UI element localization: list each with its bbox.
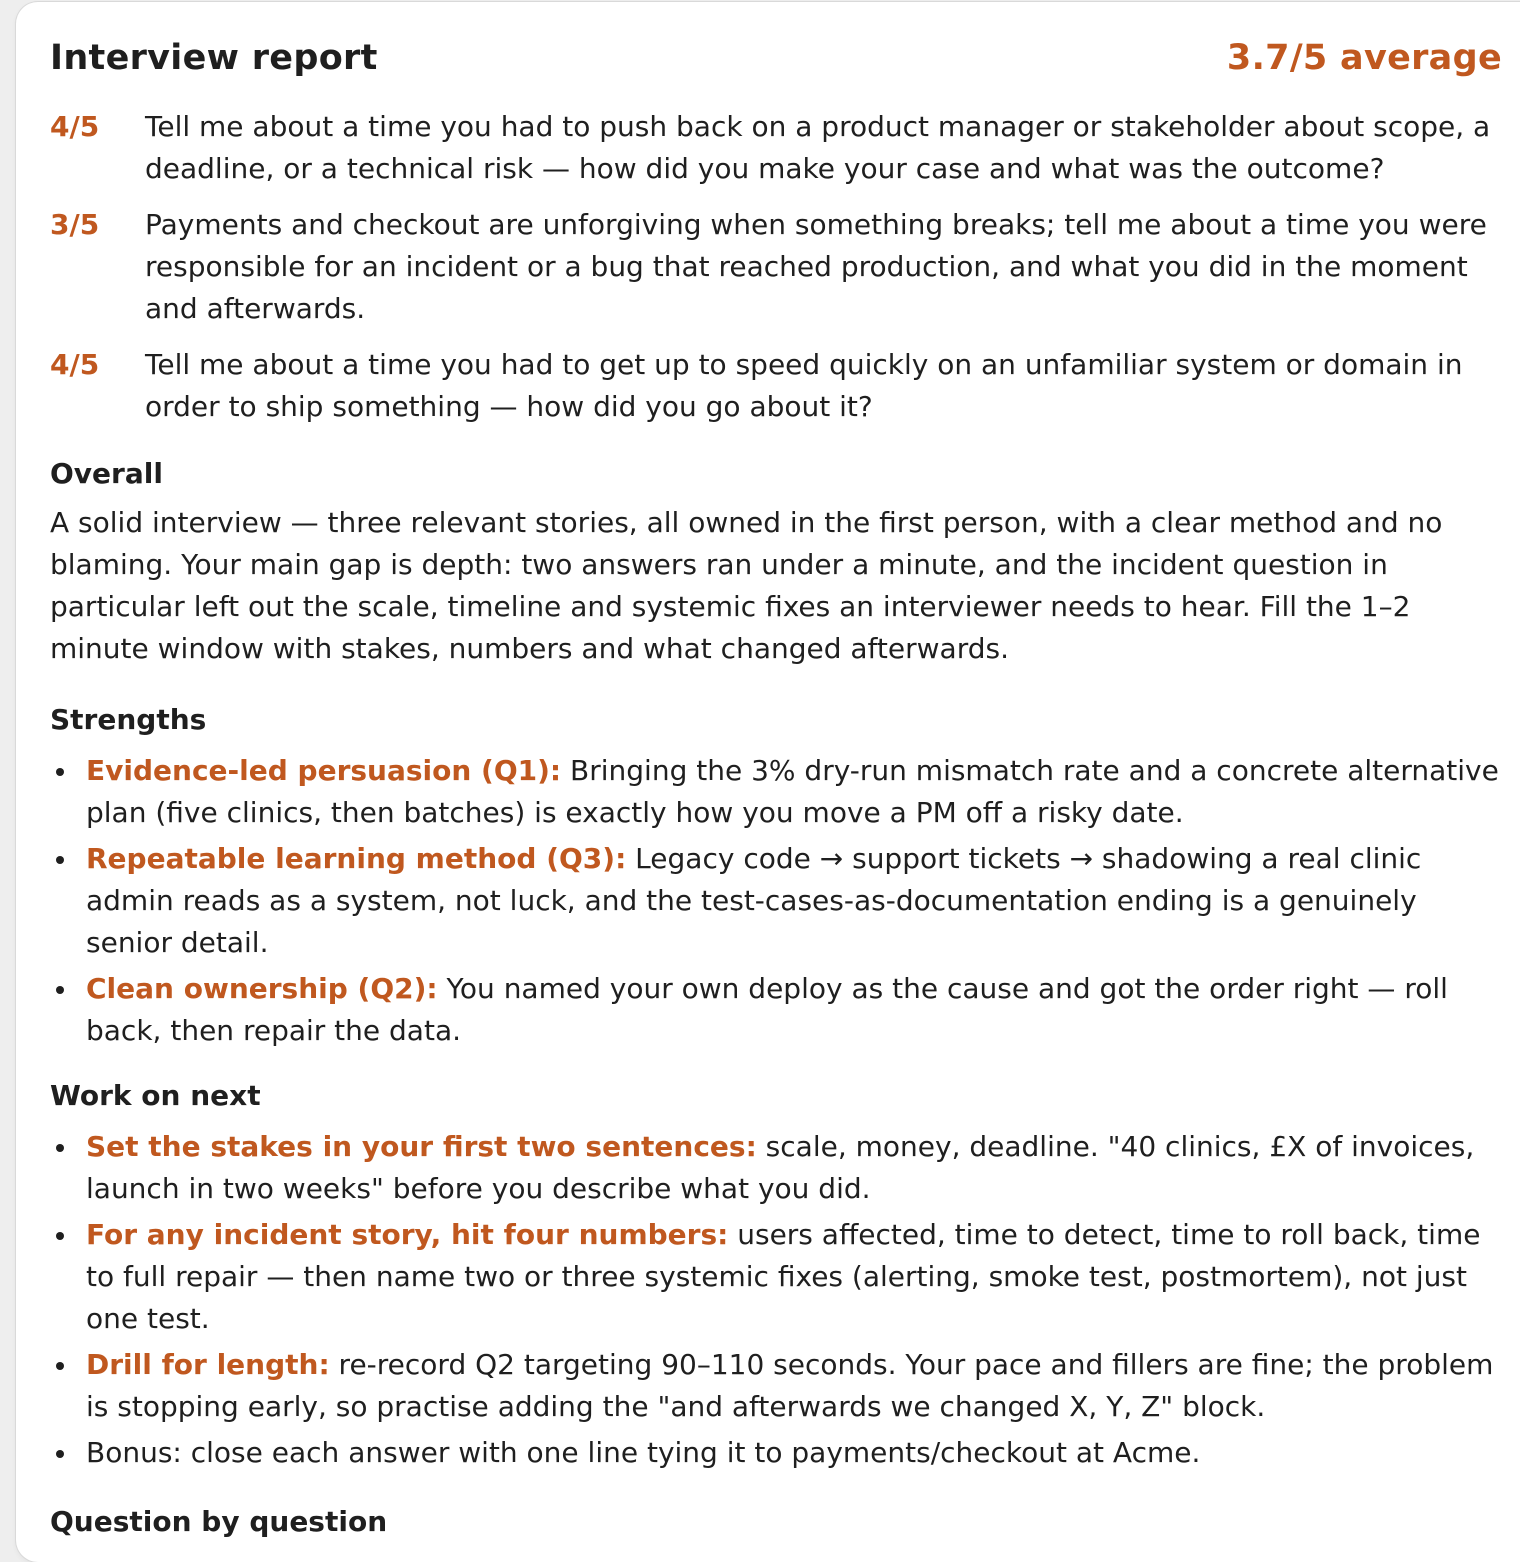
strengths-heading: Strengths bbox=[50, 703, 207, 736]
work-on-next-item bbox=[50, 1432, 1502, 1474]
strength-lead: Repeatable learning method (Q3): bbox=[86, 842, 627, 875]
work-on-next-item bbox=[50, 1214, 1502, 1340]
work-on-next-list bbox=[50, 1126, 1502, 1474]
strength-text: You named your own deploy as the cause and got the order right — roll back, then repair the data. bbox=[86, 972, 1448, 1047]
question-score: 4/5 bbox=[50, 110, 100, 143]
work-on-next-item bbox=[50, 1344, 1502, 1428]
report-header bbox=[50, 38, 1502, 86]
question-score: 3/5 bbox=[50, 208, 100, 241]
question-row bbox=[50, 344, 1502, 428]
question-score: 4/5 bbox=[50, 348, 100, 381]
report-content bbox=[50, 38, 1502, 1542]
overall-heading: Overall bbox=[50, 457, 163, 490]
report-title: Interview report bbox=[50, 38, 378, 78]
strength-lead: Clean ownership (Q2): bbox=[86, 972, 438, 1005]
work-on-next-text: re-record Q2 targeting 90–110 seconds. Your pace and fillers are fine; the problem is stopping early, so practise adding the "and afterwards we changed X, Y, Z" block. bbox=[86, 1348, 1494, 1423]
strength-text: Bringing the 3% dry-run mismatch rate and a concrete alternative plan (five clinics, then batches) is exactly how you move a PM off a risky date. bbox=[86, 754, 1499, 829]
overall-summary: A solid interview — three relevant stories, all owned in the first person, with a clear method and no blaming. Your main gap is depth: two answers ran under a minute, and the incident question in particular left out the scale, timeline and systemic fixes an interviewer needs to hear. Fill the 1–2 minute window with stakes, numbers and what changed afterwards. bbox=[50, 506, 1443, 665]
work-on-next-lead: Set the stakes in your first two sentences: bbox=[86, 1130, 757, 1163]
question-text: Tell me about a time you had to push back on a product manager or stakeholder about scope, a deadline, or a technical risk — how did you make your case and what was the outcome? bbox=[145, 110, 1491, 185]
work-on-next-lead: For any incident story, hit four numbers: bbox=[86, 1218, 729, 1251]
question-text: Tell me about a time you had to get up to speed quickly on an unfamiliar system or domain in order to ship something — how did you go about it? bbox=[145, 348, 1463, 423]
question-by-question-heading: Question by question bbox=[50, 1505, 388, 1538]
report-card bbox=[16, 2, 1520, 1562]
work-on-next-text: users affected, time to detect, time to roll back, time to full repair — then name two or three systemic fixes (alerting, smoke test, postmortem), not just one test. bbox=[86, 1218, 1481, 1335]
strength-text: Legacy code → support tickets → shadowing a real clinic admin reads as a system, not luck, and the test-cases-as-documentation ending is a genuinely senior detail. bbox=[86, 842, 1422, 959]
work-on-next-item bbox=[50, 1126, 1502, 1210]
question-text: Payments and checkout are unforgiving when something breaks; tell me about a time you were responsible for an incident or a bug that reached production, and what you did in the moment and afterwards. bbox=[145, 208, 1487, 325]
strength-item bbox=[50, 750, 1502, 834]
strength-item bbox=[50, 838, 1502, 964]
work-on-next-text: scale, money, deadline. "40 clinics, £X of invoices, launch in two weeks" before you describe what you did. bbox=[86, 1130, 1475, 1205]
work-on-next-heading: Work on next bbox=[50, 1079, 261, 1112]
question-row bbox=[50, 106, 1502, 190]
work-on-next-lead: Drill for length: bbox=[86, 1348, 330, 1381]
strengths-list bbox=[50, 750, 1502, 1052]
question-row bbox=[50, 204, 1502, 330]
average-score: 3.7/5 average bbox=[1226, 38, 1502, 78]
strength-lead: Evidence-led persuasion (Q1): bbox=[86, 754, 562, 787]
strength-item bbox=[50, 968, 1502, 1052]
question-list bbox=[50, 106, 1502, 428]
work-on-next-text: Bonus: close each answer with one line tying it to payments/checkout at Acme. bbox=[86, 1436, 1201, 1469]
